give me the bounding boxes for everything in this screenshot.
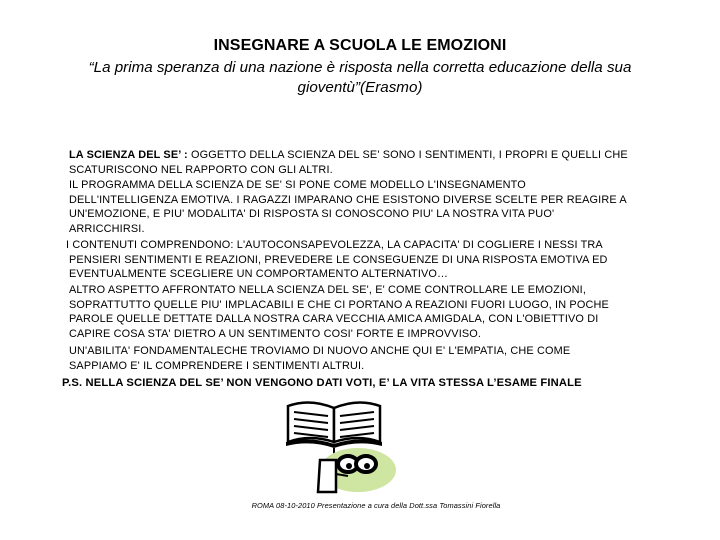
book-reader-clipart-icon: [282, 394, 402, 496]
paragraph-line: IL PROGRAMMA DELLA SCIENZA DE SE' SI PONE COME MODELLO L'INSEGNAMENTO: [69, 179, 526, 191]
paragraph-line: SAPPIAMO E' IL COMPRENDERE I SENTIMENTI ALTRUI.: [69, 359, 365, 372]
quote-line: “La prima speranza di una nazione è risposta nella corretta educazione della sua: [88, 59, 632, 76]
paragraph-line: I CONTENUTI COMPRENDONO: L'AUTOCONSAPEVOLEZZA, LA CAPACITA' DI COGLIERE I NESSI TRA: [66, 239, 603, 251]
paragraph-line: PAROLE QUELLE DETTATE DALLA NOSTRA CARA VECCHIA AMICA AMIGDALA, CON L'OBIETTIVO DI: [69, 313, 599, 326]
page-title: INSEGNARE A SCUOLA LE EMOZIONI: [213, 37, 507, 54]
paragraph-line: UN'ABILITA' FONDAMENTALECHE TROVIAMO DI NUOVO ANCHE QUI E' L'EMPATIA, CHE COME: [69, 345, 571, 357]
paragraph-line: DELL'INTELLIGENZA EMOTIVA. I RAGAZZI IMPARANO CHE ESISTONO DIVERSE SCELTE PER REAGIRE A: [69, 193, 627, 206]
paragraph-empatia: [69, 344, 570, 373]
paragraph-line: SCATURISCONO NEL RAPPORTO CON GLI ALTRI.: [69, 163, 333, 176]
paragraph-contenuti: [66, 238, 608, 282]
paragraph-line: ARRICCHIRSI.: [69, 222, 145, 235]
paragraph-scienza-del-se: [69, 148, 628, 177]
paragraph-line: CAPIRE COSA STA' DIETRO A UN SENTIMENTO COSI' FORTE E IMPROVVISO.: [69, 327, 482, 340]
footer-credit: ROMA 08-10-2010 Presentazione a cura della Dott.ssa Tomassini Fiorella: [251, 501, 501, 510]
ps-note: P.S. NELLA SCIENZA DEL SE’ NON VENGONO DATI VOTI, E’ LA VITA STESSA L’ESAME FINALE: [62, 377, 582, 389]
paragraph-altro-aspetto: [69, 283, 609, 341]
quote: [40, 58, 680, 98]
paragraph-line: PENSIERI SENTIMENTI E REAZIONI, PREVEDERE LE CONSEGUENZE DI UNA RISPOSTA EMOTIVA ED: [69, 253, 608, 266]
paragraph-line: [69, 148, 628, 163]
paragraph-line: ALTRO ASPETTO AFFRONTATO NELLA SCIENZA DEL SE', E' COME CONTROLLARE LE EMOZIONI,: [69, 284, 587, 296]
paragraph-line: SOPRATTUTTO QUELLE PIU' IMPLACABILI E CHE CI PORTANO A REAZIONI FUORI LUOGO, IN POCHE: [69, 298, 609, 311]
paragraph-programma: [69, 178, 627, 236]
paragraph-line: UN'EMOZIONE, E PIU' MODALITA' DI RISPOSTA SI CONOSCONO PIU' LA NOSTRA VITA PUO': [69, 208, 555, 221]
quote-line: gioventù”(Erasmo): [297, 79, 423, 96]
paragraph-line: EVENTUALMENTE SCEGLIERE UN COMPORTAMENTO ALTERNATIVO…: [69, 268, 449, 281]
paragraph-lead: LA SCIENZA DEL SE’ :: [69, 149, 191, 161]
paragraph-text: OGGETTO DELLA SCIENZA DEL SE' SONO I SENTIMENTI, I PROPRI E QUELLI CHE: [190, 149, 628, 161]
